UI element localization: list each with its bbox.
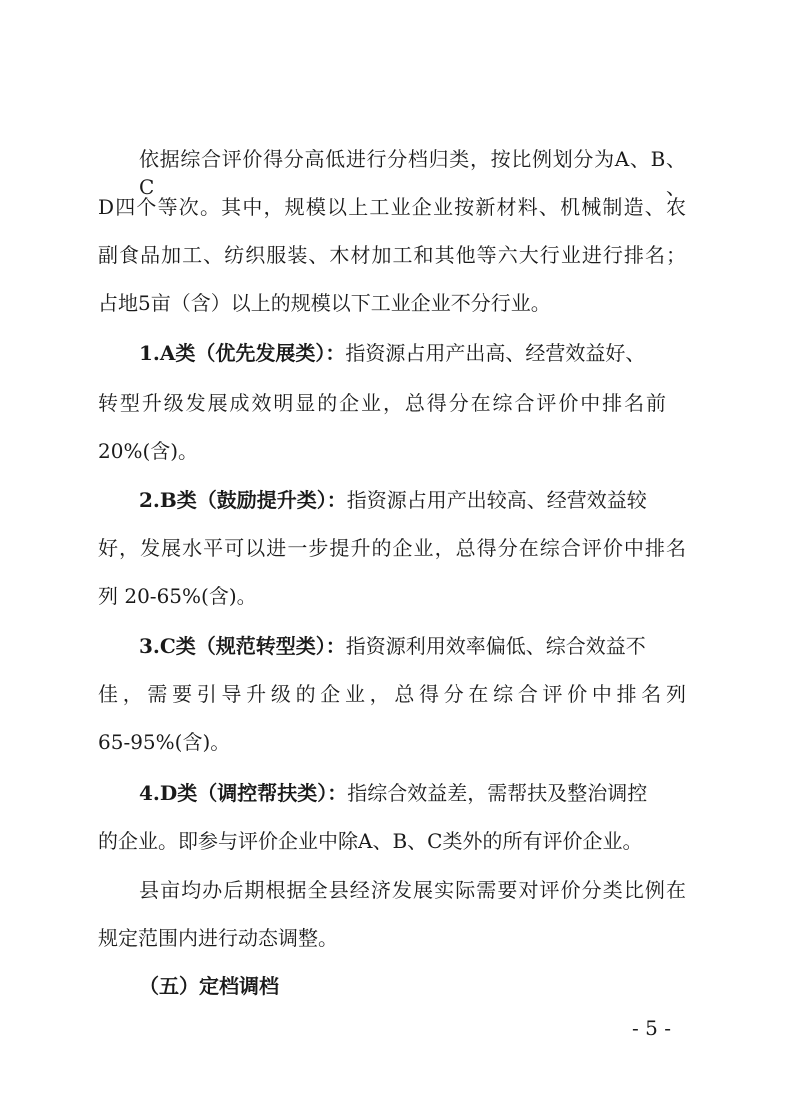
paragraph-line: 副食品加工、纺织服装、木材加工和其他等六大行业进行排名； bbox=[98, 243, 686, 267]
category-d-line bbox=[139, 779, 647, 807]
category-b-text: 指资源占用产出较高、经营效益较 bbox=[346, 488, 647, 512]
paragraph-line: 20%(含)。 bbox=[98, 439, 199, 463]
paragraph-line: 列 20-65%(含)。 bbox=[98, 584, 257, 608]
paragraph-line: 的企业。即参与评价企业中除A、B、C类外的所有评价企业。 bbox=[98, 829, 643, 853]
category-b-heading: 2.B类（鼓励提升类）： bbox=[139, 488, 347, 512]
paragraph-line: 65-95%(含)。 bbox=[98, 730, 231, 754]
paragraph-line: 好，发展水平可以进一步提升的企业，总得分在综合评价中排名 bbox=[98, 536, 686, 560]
paragraph-line: 佳，需要引导升级的企业，总得分在综合评价中排名列 bbox=[98, 682, 686, 706]
category-a-line bbox=[139, 339, 645, 367]
section-heading: （五）定档调档 bbox=[139, 974, 279, 998]
page-number: - 5 - bbox=[632, 1016, 671, 1040]
category-c-text: 指资源利用效率偏低、综合效益不 bbox=[345, 634, 646, 658]
paragraph-line: 规定范围内进行动态调整。 bbox=[98, 926, 338, 950]
paragraph-line: 县亩均办后期根据全县经济发展实际需要对评价分类比例在 bbox=[139, 878, 686, 902]
category-a-text: 指资源占用产出高、经营效益好、 bbox=[345, 341, 646, 365]
paragraph-line: 依据综合评价得分高低进行分档归类，按比例划分为A、B、C、 bbox=[139, 147, 686, 199]
category-c-line bbox=[139, 632, 646, 660]
category-d-text: 指综合效益差，需帮扶及整治调控 bbox=[347, 781, 648, 805]
category-d-heading: 4.D类（调控帮扶类）： bbox=[139, 781, 348, 805]
category-c-heading: 3.C类（规范转型类）： bbox=[139, 634, 346, 658]
category-a-heading: 1.A类（优先发展类）： bbox=[139, 341, 346, 365]
category-b-line bbox=[139, 486, 647, 514]
paragraph-line: 转型升级发展成效明显的企业，总得分在综合评价中排名前 bbox=[98, 391, 666, 415]
paragraph-line: 占地5亩（含）以上的规模以下工业企业不分行业。 bbox=[98, 291, 551, 315]
paragraph-line: D四个等次。其中，规模以上工业企业按新材料、机械制造、农 bbox=[98, 195, 686, 219]
